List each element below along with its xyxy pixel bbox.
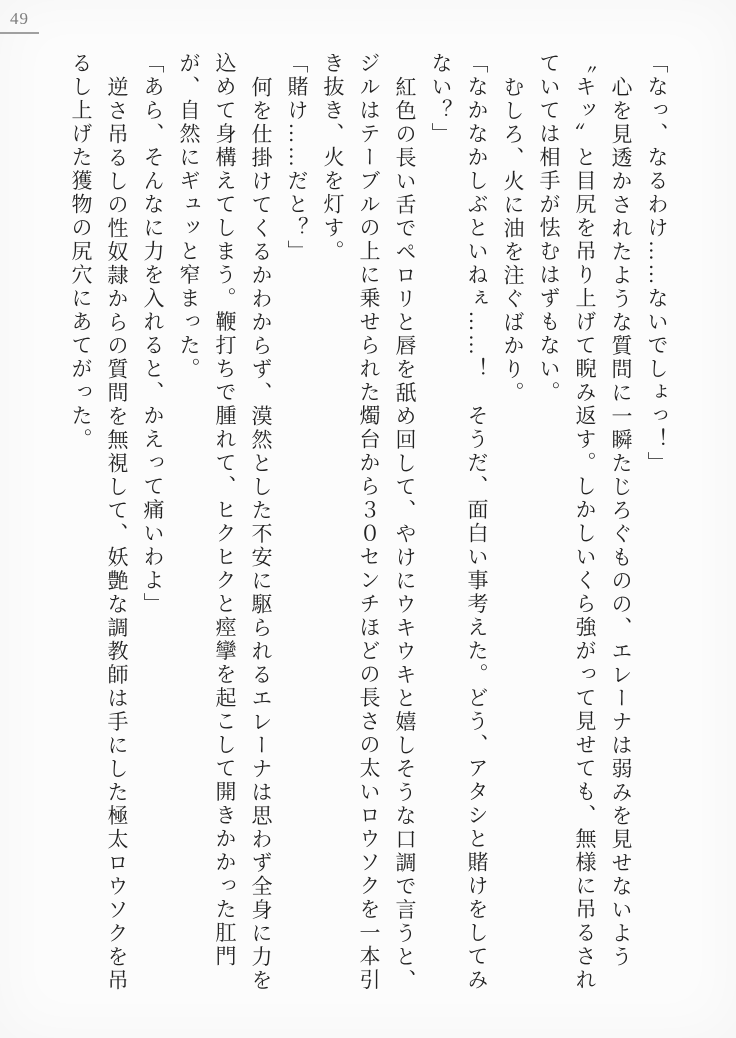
paragraph: 心を見透かされたような質問に一瞬たじろぐものの、エレーナは弱みを見せないよう〝キッ〟と目尻を吊り上げて睨み返す。しかしいくら強がって見せても、無様に吊るされていては相手が怯むはずもない。 xyxy=(537,52,633,992)
body-text xyxy=(61,52,675,992)
paragraph: 「なかなかしぶといねぇ……！ そうだ、面白い事考えた。どう、アタシと賭けをしてみない？」 xyxy=(429,52,489,992)
page-number: 49 xyxy=(0,9,39,34)
paragraph: 紅色の長い舌でペロリと唇を舐め回して、やけにウキウキと嬉しそうな口調で言うと、ジルはテーブルの上に乗せられた燭台から３０センチほどの長さの太いロウソクを一本引き抜き、火を灯す。 xyxy=(321,52,417,992)
paragraph: むしろ、火に油を注ぐばかり。 xyxy=(501,75,525,405)
paragraph: 「あら、そんなに力を入れると、かえって痛いわよ」 xyxy=(141,52,165,616)
paragraph: 逆さ吊るしの性奴隷からの質問を無視して、妖艶な調教師は手にした極太ロウソクを吊るし上げた獲物の尻穴にあてがった。 xyxy=(69,52,129,992)
paragraph: 「賭け……だと？」 xyxy=(285,52,309,264)
paragraph: 「なっ、なるわけ……ないでしょっ！」 xyxy=(645,52,669,475)
paragraph: 何を仕掛けてくるかわからず、漠然とした不安に駆られるエレーナは思わず全身に力を込めて身構えてしまう。鞭打ちで腫れて、ヒクヒクと痙攣を起こして開きかかった肛門が、自然にギュッと窄まった。 xyxy=(177,52,273,992)
